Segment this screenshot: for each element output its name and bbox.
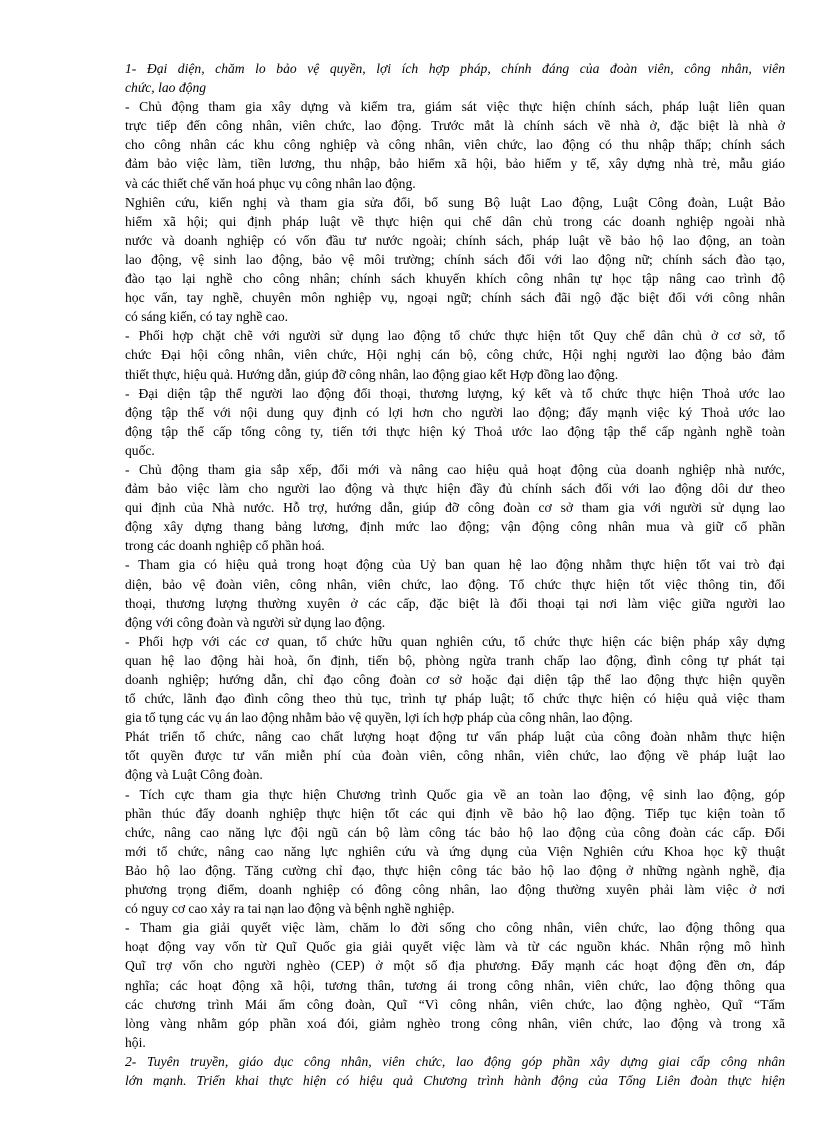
section-heading-line: 1- Đại diện, chăm lo bảo vệ quyền, lợi ích hợp pháp, chính đáng của đoàn viên, công nhân, viên	[125, 61, 785, 76]
paragraph-line: Quĩ trợ vốn cho người nghèo (CEP) ở một số địa phương. Đẩy mạnh các hoạt động đền ơn, đáp	[125, 958, 785, 974]
paragraph-line: - Tham gia có hiệu quả trong hoạt động của Uỷ ban quan hệ lao động nhằm thực hiện tốt vai trò đại	[125, 557, 785, 573]
paragraph-line: và các thiết chế văn hoá phục vụ công nhân lao động.	[125, 175, 416, 191]
section-heading-line: lớn mạnh. Triển khai thực hiện có hiệu quả Chương trình hành động của Tổng Liên đoàn thực hiện	[125, 1072, 785, 1088]
paragraph-line: doanh nghiệp; hướng dẫn, chỉ đạo công đoàn cơ sở hoặc đại diện tập thể lao động thực hiện quyền	[125, 672, 785, 687]
paragraph-line: - Chủ động tham gia xây dựng và kiểm tra, giám sát việc thực hiện chính sách, pháp luật liên quan	[125, 99, 785, 115]
paragraph-line: đảm bảo việc làm, tiền lương, thu nhập, bảo hiểm xã hội, bảo hiểm y tế, xây dựng nhà trẻ, mẫu giáo	[125, 156, 785, 172]
paragraph-line: động và Luật Công đoàn.	[125, 767, 263, 783]
paragraph-line: hiểm xã hội; qui định pháp luật về thực hiện qui chế dân chủ trong các doanh nghiệp ngoài nhà	[125, 213, 785, 229]
paragraph-line: động với công đoàn và người sử dụng lao động.	[125, 614, 386, 630]
paragraph-line: động tập thể cấp tổng công ty, tiến tới thực hiện ký Thoả ước lao động tập thể cấp ngành nghề toàn	[125, 423, 785, 439]
paragraph-line: chức Đại hội công nhân, viên chức, Hội nghị cán bộ, công chức, Hội nghị người lao động bảo đảm	[125, 347, 785, 363]
paragraph-line: tốt quyền được tư vấn miễn phí của đoàn viên, công nhân, viên chức, lao động về pháp luật lao	[125, 748, 785, 764]
paragraph-line: Phát triển tổ chức, nâng cao chất lượng hoạt động tư vấn pháp luật của công đoàn nhằm thực hiện	[125, 729, 785, 745]
paragraph-line: thiết thực, hiệu quả. Hướng dẫn, giúp đỡ công nhân, lao động giao kết Hợp đồng lao động.	[125, 366, 619, 382]
paragraph-line: mới tổ chức, nâng cao năng lực nghiên cứu và ứng dụng của Viện Nghiên cứu Khoa học kỹ thuật	[125, 843, 785, 859]
paragraph-line: các chương trình Mái ấm công đoàn, Quĩ “Vì công nhân, viên chức, lao động nghèo, Quĩ “Tấm	[125, 996, 785, 1012]
paragraph-line: phương trọng điểm, doanh nghiệp có đông công nhân, lao động thường xuyên phải làm việc ở nơi	[125, 882, 785, 898]
paragraph-line: học vấn, tay nghề, chuyên môn nghiệp vụ, ngoại ngữ; chính sách đãi ngộ đặc biệt đối với công nhân	[125, 290, 785, 306]
paragraph-line: - Phối hợp chặt chẽ với người sử dụng lao động tổ chức thực hiện tốt Quy chế dân chủ ở cơ sở, tổ	[125, 328, 785, 344]
paragraph-line: cho công nhân các khu công nghiệp và công nhân, viên chức, lao động có thu nhập thấp; chính sách	[125, 137, 785, 153]
paragraph-line: trực tiếp đến công nhân, viên chức, lao động. Trước mắt là chính sách về nhà ở, đặc biệt là nhà ở	[125, 118, 785, 134]
document-body	[125, 59, 785, 1090]
paragraph-line: diện, bảo vệ đoàn viên, công nhân, viên chức, lao động. Tổ chức thực hiện tốt việc thông tin, đối	[125, 576, 785, 592]
paragraph-line: đảm bảo việc làm cho người lao động và thực hiện đầy đủ chính sách đối với lao động dôi dư theo	[125, 481, 785, 497]
paragraph-line: - Chủ động tham gia sắp xếp, đổi mới và nâng cao hiệu quả hoạt động của doanh nghiệp nhà nước,	[125, 461, 785, 477]
paragraph-line: chức, nâng cao năng lực đội ngũ cán bộ làm công tác bảo hộ lao động của công đoàn các cấp. Đổi	[125, 824, 785, 840]
paragraph-line: quan hệ lao động hài hoà, ổn định, tiến bộ, phòng ngừa tranh chấp lao động, đình công tự phát tại	[125, 652, 785, 668]
paragraph-line: qui định của Nhà nước. Hỗ trợ, hướng dẫn, giúp đỡ công đoàn cơ sở tham gia với người sử dụng lao	[125, 500, 785, 516]
paragraph-line: động xây dựng thang bảng lương, định mức lao động; vận động công nhân mua và giữ cổ phần	[125, 519, 785, 535]
paragraph-line: phần thúc đẩy doanh nghiệp thực hiện tốt các qui định về bảo hộ lao động. Tiếp tục kiện toàn tổ	[125, 805, 785, 821]
paragraph-line: lòng vàng nhằm góp phần xoá đói, giảm nghèo trong công nhân, viên chức, lao động và trong xã	[125, 1015, 785, 1031]
paragraph-line: gia tố tụng các vụ án lao động nhằm bảo vệ quyền, lợi ích hợp pháp của công nhân, lao động.	[125, 710, 633, 726]
section-heading-line: 2- Tuyên truyền, giáo dục công nhân, viên chức, lao động góp phần xây dựng giai cấp công nhân	[125, 1053, 785, 1069]
paragraph-line: có nguy cơ cao xảy ra tai nạn lao động và bệnh nghề nghiệp.	[125, 901, 455, 917]
paragraph-line: thoại, thương lượng thường xuyên ở các cấp, đặc biệt là đối thoại tại nơi làm việc giữa người lao	[125, 595, 785, 611]
paragraph-line: trong các doanh nghiệp cổ phần hoá.	[125, 538, 325, 554]
paragraph-line: hội.	[125, 1034, 146, 1050]
paragraph-line: - Đại diện tập thể người lao động đối thoại, thương lượng, ký kết và tổ chức thực hiện Thoả ước lao	[125, 385, 785, 401]
paragraph-line: nghĩa; các hoạt động xã hội, tương thân, tương ái trong công nhân, viên chức, lao động thông qua	[125, 977, 785, 993]
paragraph-line: có sáng kiến, có tay nghề cao.	[125, 309, 289, 325]
paragraph-line: động tập thể với nội dung quy định có lợi hơn cho người lao động; đẩy mạnh việc ký Thoả ước lao	[125, 404, 785, 420]
paragraph-line: - Phối hợp với các cơ quan, tổ chức hữu quan nghiên cứu, tổ chức thực hiện các biện pháp xây dựng	[125, 633, 785, 649]
paragraph-line: đào tạo lại nghề cho công nhân; chính sách khuyến khích công nhân tự học tập nâng cao trình độ	[125, 271, 785, 287]
paragraph-line: nước và doanh nghiệp có vốn đầu tư nước ngoài; chính sách, pháp luật về bảo hộ lao động, an toàn	[125, 232, 785, 248]
section-heading-line: chức, lao động	[125, 80, 207, 96]
paragraph-line: - Tham gia giải quyết việc làm, chăm lo đời sống cho công nhân, viên chức, lao động thông qua	[125, 920, 785, 936]
paragraph-line: tổ chức, lãnh đạo đình công theo thủ tục, trình tự pháp luật; tổ chức thực hiện có hiệu quả việc tham	[125, 691, 785, 707]
paragraph-line: Bảo hộ lao động. Tăng cường chỉ đạo, thực hiện công tác bảo hộ lao động ở những ngành nghề, địa	[125, 862, 785, 878]
paragraph-line: lao động, vệ sinh lao động, bảo vệ môi trường; chính sách đối với lao động nữ; chính sách đào tạo,	[125, 251, 785, 267]
paragraph-line: Nghiên cứu, kiến nghị và tham gia sửa đổi, bổ sung Bộ luật Lao động, Luật Công đoàn, Luật Bảo	[125, 194, 785, 210]
paragraph-line: - Tích cực tham gia thực hiện Chương trình Quốc gia về an toàn lao động, vệ sinh lao động, góp	[125, 786, 785, 802]
paragraph-line: hoạt động vay vốn từ Quĩ Quốc gia giải quyết việc làm và từ các nguồn khác. Nhân rộng mô hình	[125, 939, 785, 955]
paragraph-line: quốc.	[125, 442, 155, 458]
